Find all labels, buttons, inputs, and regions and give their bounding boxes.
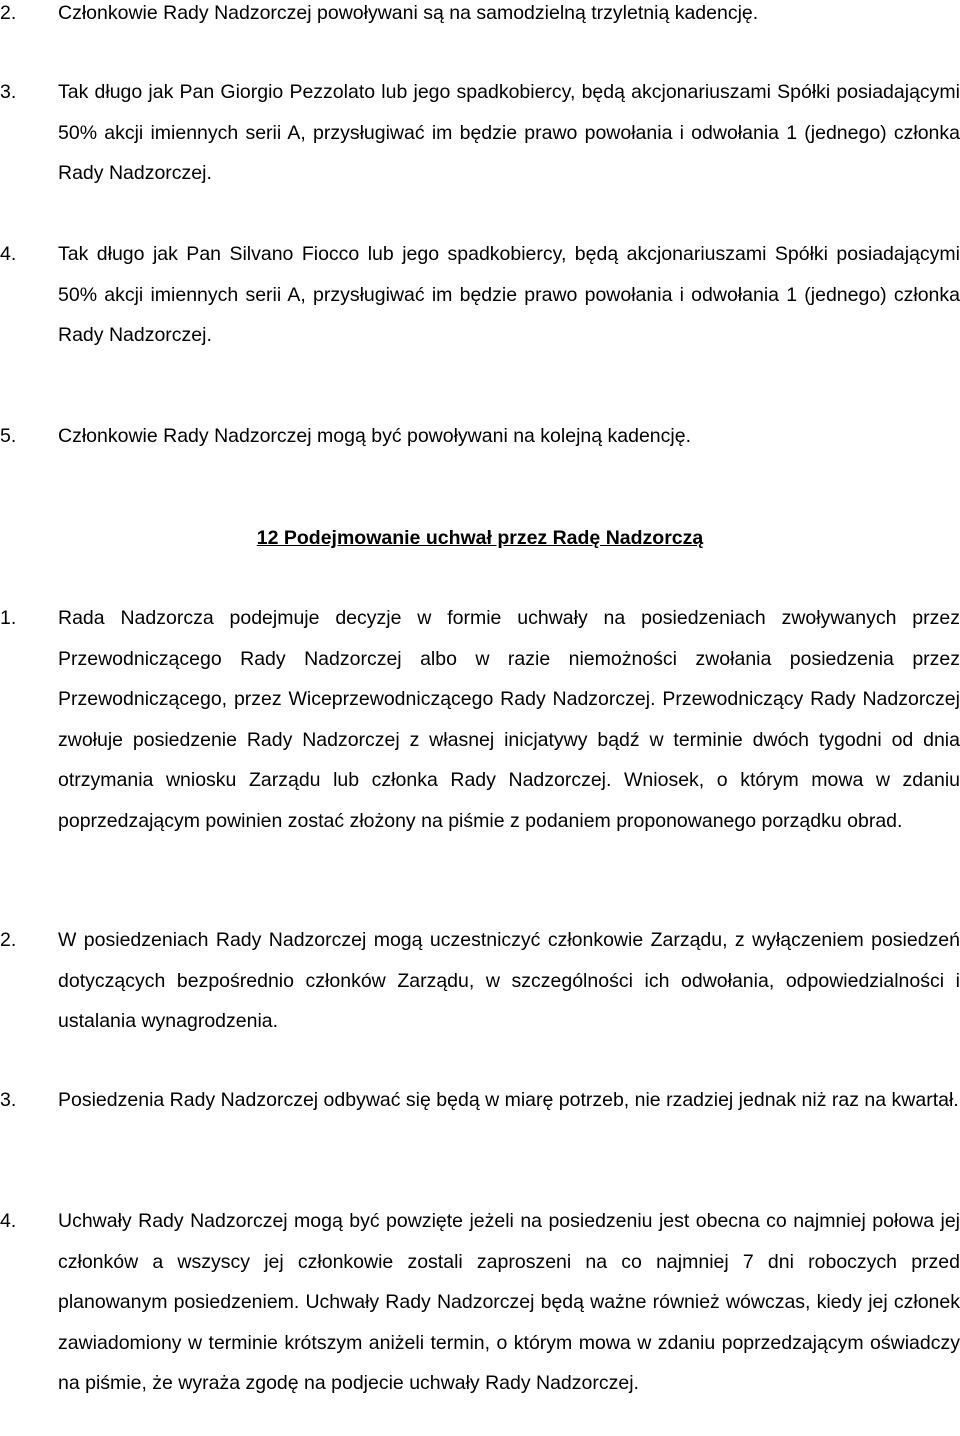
paragraph-item bbox=[0, 920, 960, 1042]
paragraph-text: W posiedzeniach Rady Nadzorczej mogą uczestniczyć członkowie Zarządu, z wyłączeniem posiedzeń dotyczących bezpośrednio członków Zarządu, w szczególności ich odwołania, odpowiedzialności i ustalania wynagrodzenia. bbox=[58, 929, 960, 1032]
paragraph-number: 4. bbox=[0, 1210, 17, 1232]
paragraph-item bbox=[0, 598, 960, 841]
paragraph-item bbox=[0, 1080, 960, 1121]
paragraph-text: Członkowie Rady Nadzorczej powoływani są na samodzielną trzyletnią kadencję. bbox=[58, 2, 759, 24]
paragraph-number: 4. bbox=[0, 243, 17, 265]
paragraph-item bbox=[0, 416, 960, 457]
paragraph-number: 2. bbox=[0, 929, 17, 951]
paragraph-number: 2. bbox=[0, 2, 17, 24]
paragraph-number: 1. bbox=[0, 607, 17, 629]
paragraph-text: Członkowie Rady Nadzorczej mogą być powoływani na kolejną kadencję. bbox=[58, 425, 691, 447]
paragraph-item bbox=[0, 0, 960, 34]
paragraph-text: Rada Nadzorcza podejmuje decyzje w formie uchwały na posiedzeniach zwoływanych przez Przewodniczącego Rady Nadzorczej albo w razie niemożności zwołania posiedzenia przez Przewodniczącego, przez Wiceprzewodniczącego Rady Nadzorczej. Przewodniczący Rady Nadzorczej zwołuje posiedzenie Rady Nadzorczej z własnej inicjatywy bądź w terminie dwóch tygodni od dnia otrzymania wniosku Zarządu lub członka Rady Nadzorczej. Wniosek, o którym mowa w zdaniu poprzedzającym powinien zostać złożony na piśmie z podaniem proponowanego porządku obrad. bbox=[58, 607, 960, 832]
paragraph-text: Posiedzenia Rady Nadzorczej odbywać się będą w miarę potrzeb, nie rzadziej jednak niż raz na kwartał. bbox=[58, 1089, 959, 1111]
section-heading: 12 Podejmowanie uchwał przez Radę Nadzorczą bbox=[256, 527, 704, 549]
paragraph-number: 3. bbox=[0, 81, 17, 103]
paragraph-text: Uchwały Rady Nadzorczej mogą być powzięte jeżeli na posiedzeniu jest obecna co najmniej połowa jej członków a wszyscy jej członkowie zostali zaproszeni na co najmniej 7 dni roboczych przed planowanym posiedzeniem. Uchwały Rady Nadzorczej będą ważne również wówczas, kiedy jej członek zawiadomiony w terminie krótszym aniżeli termin, o którym mowa w zdaniu poprzedzającym oświadczy na piśmie, że wyraża zgodę na podjecie uchwały Rady Nadzorczej. bbox=[58, 1210, 960, 1394]
paragraph-number: 3. bbox=[0, 1089, 17, 1111]
paragraph-text: Tak długo jak Pan Giorgio Pezzolato lub jego spadkobiercy, będą akcjonariuszami Spółki posiadającymi 50% akcji imiennych serii A, przysługiwać im będzie prawo powołania i odwołania 1 (jednego) członka Rady Nadzorczej. bbox=[58, 81, 960, 184]
paragraph-item bbox=[0, 1201, 960, 1404]
paragraph-number: 5. bbox=[0, 425, 17, 447]
paragraph-text: Tak długo jak Pan Silvano Fiocco lub jego spadkobiercy, będą akcjonariuszami Spółki posiadającymi 50% akcji imiennych serii A, przysługiwać im będzie prawo powołania i odwołania 1 (jednego) członka Rady Nadzorczej. bbox=[58, 243, 960, 346]
paragraph-item bbox=[0, 234, 960, 356]
paragraph-item bbox=[0, 72, 960, 194]
